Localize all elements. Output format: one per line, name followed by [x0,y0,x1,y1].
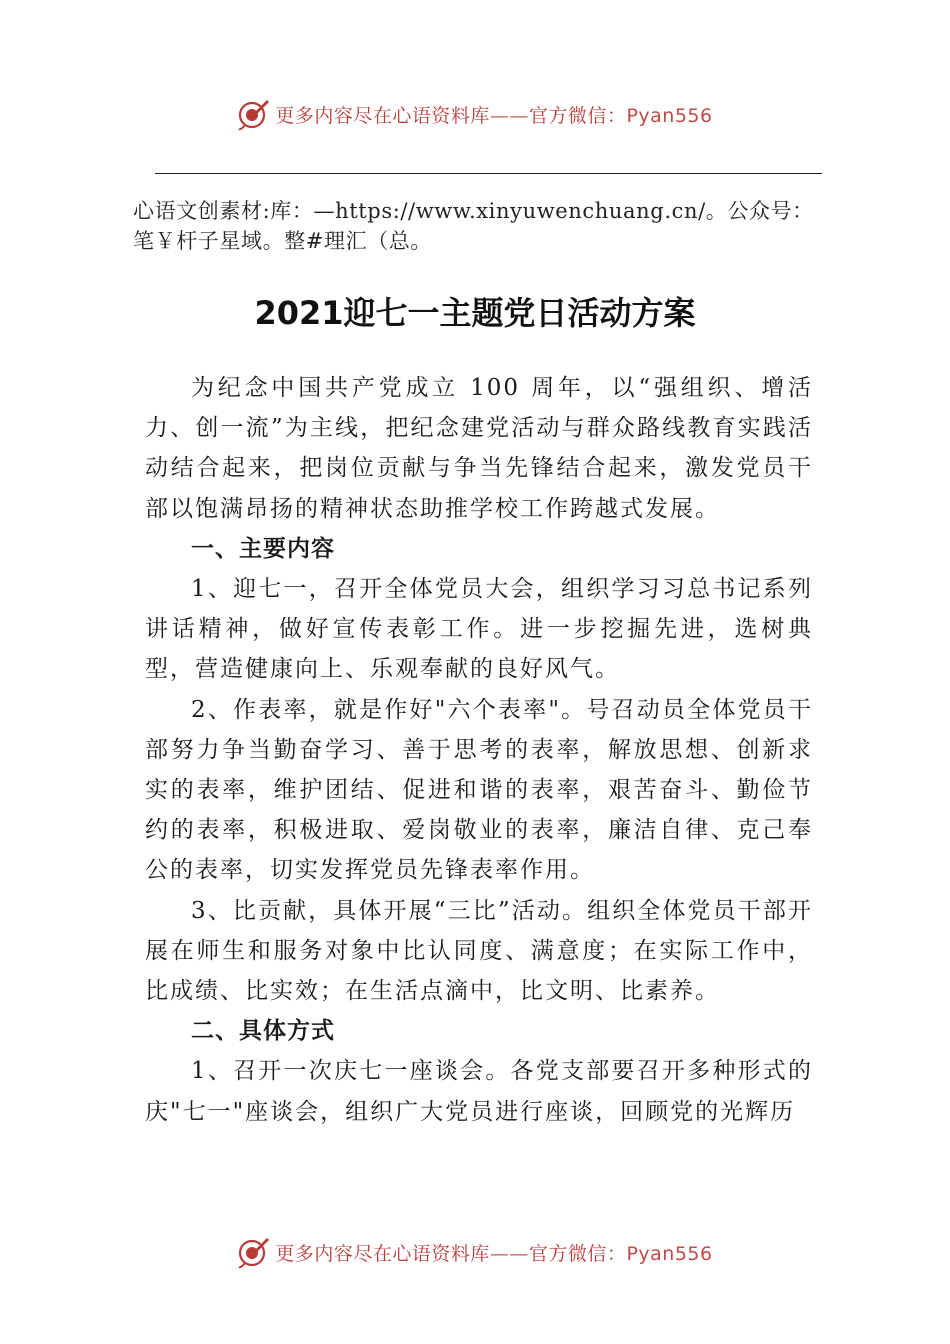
source-note: 心语文创素材:库：—https://www.xinyuwenchuang.cn/。公众号：笔￥杆子星域。整#理汇（总。 [133,199,814,253]
intro-paragraph: 为纪念中国共产党成立 100 周年，以“强组织、增活力、创一流”为主线，把纪念建党活动与群众路线教育实践活动结合起来，把岗位贡献与争当先锋结合起来，激发党员干部以饱满昂扬的精神状态助推学校工作跨越式发展。 [145,375,813,522]
section-heading-methods: 二、具体方式 [191,1018,335,1045]
document-body [145,368,813,1132]
section1-item-2: 2、作表率，就是作好"六个表率"。号召动员全体党员干部努力争当勤奋学习、善于思考的表率，解放思想、创新求实的表率，维护团结、促进和谐的表率，艰苦奋斗、勤俭节约的表率，积极进取、爱岗敬业的表率，廉洁自律、克己奉公的表率，切实发挥党员先锋表率作用。 [145,696,813,884]
pen-nib-logo-icon [237,1235,271,1269]
footer-banner [0,1232,950,1272]
document-title: 2021迎七一主题党日活动方案 [254,294,696,332]
section1-item-3: 3、比贡献，具体开展“三比”活动。组织全体党员干部开展在师生和服务对象中比认同度、满意度；在实际工作中， 比成绩、比实效；在生活点滴中，比文明、比素养。 [145,897,813,1005]
header-banner [0,94,950,134]
header-divider [155,173,822,174]
section-heading-main-content: 一、主要内容 [191,535,335,562]
header-brand: 更多内容尽在心语资料库——官方微信：Pyan556 [275,104,713,127]
section2-item-1: 1、召开一次庆七一座谈会。各党支部要召开多种形式的庆"七一"座谈会，组织广大党员进行座谈，回顾党的光辉历 [145,1058,813,1125]
section1-item-1: 1、迎七一，召开全体党员大会，组织学习习总书记系列讲话精神，做好宣传表彰工作。进一步挖掘先进，选树典型，营造健康向上、乐观奉献的良好风气。 [145,576,813,683]
footer-brand: 更多内容尽在心语资料库——官方微信：Pyan556 [275,1242,713,1265]
pen-nib-logo-icon [237,97,271,131]
